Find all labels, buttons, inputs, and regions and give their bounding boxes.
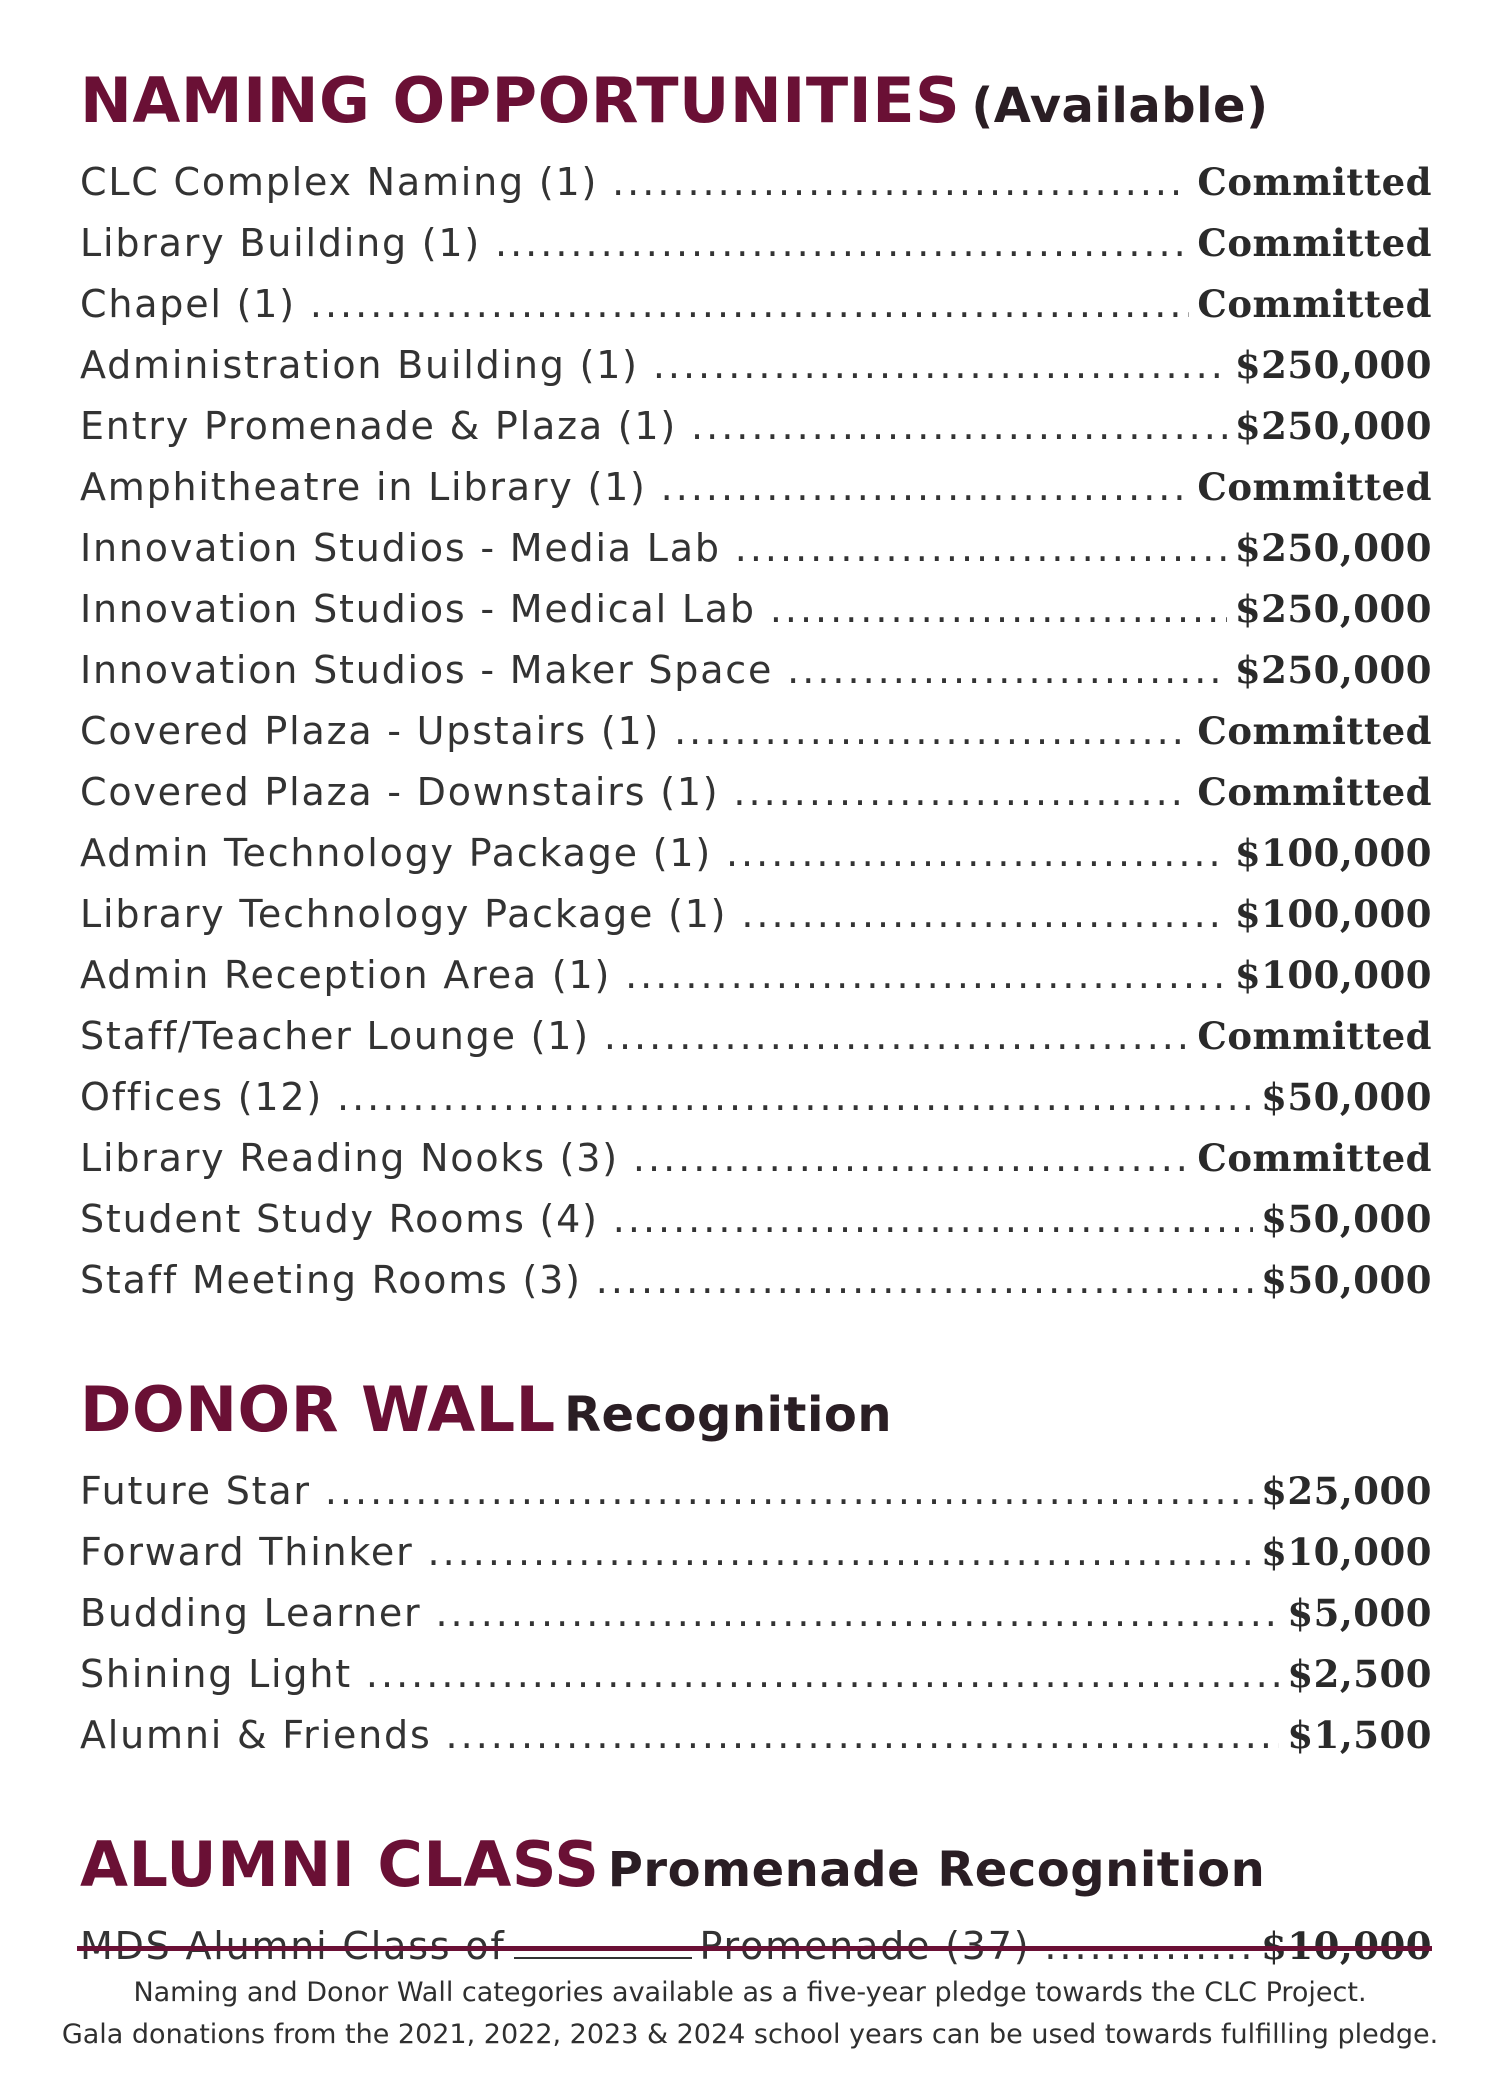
naming-item-value: $250,000 bbox=[1234, 404, 1432, 448]
alumni-class-heading bbox=[80, 1828, 1432, 1901]
donor-level-row bbox=[80, 1705, 1432, 1766]
naming-item-value: Committed bbox=[1197, 160, 1432, 204]
donor-level-row bbox=[80, 1522, 1432, 1583]
donor-level-value: $25,000 bbox=[1261, 1469, 1432, 1513]
naming-item-label: Chapel (1) bbox=[80, 282, 296, 326]
footer-note bbox=[40, 1972, 1460, 2056]
footer-line-1: Naming and Donor Wall categories available as a five-year pledge towards the CLC Project. bbox=[133, 1977, 1367, 2008]
naming-item-row bbox=[80, 396, 1432, 457]
donor-wall-list bbox=[80, 1461, 1432, 1766]
donor-level-value: $10,000 bbox=[1261, 1530, 1432, 1574]
naming-item-value: Committed bbox=[1197, 465, 1432, 509]
donor-level-label: Shining Light bbox=[80, 1652, 352, 1696]
donor-level-label: Alumni & Friends bbox=[80, 1713, 432, 1757]
naming-item-row bbox=[80, 457, 1432, 518]
dot-leader bbox=[613, 1189, 1253, 1250]
naming-item-row bbox=[80, 823, 1432, 884]
dot-leader bbox=[366, 1644, 1279, 1705]
naming-item-value: Committed bbox=[1197, 770, 1432, 814]
alumni-class-label-prefix: MDS Alumni Class of bbox=[80, 1924, 506, 1968]
dot-leader bbox=[428, 1522, 1254, 1583]
naming-item-row bbox=[80, 1250, 1432, 1311]
naming-item-value: $100,000 bbox=[1234, 831, 1432, 875]
naming-item-label: Amphitheatre in Library (1) bbox=[80, 465, 647, 509]
dot-leader bbox=[612, 152, 1189, 213]
naming-item-label: Innovation Studios - Medical Lab bbox=[80, 587, 756, 631]
donor-wall-heading bbox=[80, 1373, 1432, 1446]
naming-opportunities-list bbox=[80, 152, 1432, 1311]
donor-level-value: $2,500 bbox=[1287, 1652, 1432, 1696]
naming-item-row bbox=[80, 640, 1432, 701]
naming-item-row bbox=[80, 1128, 1432, 1189]
naming-item-label: Entry Promenade & Plaza (1) bbox=[80, 404, 678, 448]
naming-item-value: Committed bbox=[1197, 282, 1432, 326]
dot-leader bbox=[435, 1583, 1279, 1644]
naming-item-row bbox=[80, 701, 1432, 762]
donor-level-row bbox=[80, 1583, 1432, 1644]
dot-leader bbox=[633, 1128, 1190, 1189]
naming-item-label: Admin Technology Package (1) bbox=[80, 831, 712, 875]
donor-level-label: Forward Thinker bbox=[80, 1530, 414, 1574]
naming-item-row bbox=[80, 152, 1432, 213]
naming-item-label: Covered Plaza - Downstairs (1) bbox=[80, 770, 720, 814]
naming-item-label: Innovation Studios - Maker Space bbox=[80, 648, 774, 692]
naming-opportunities-heading bbox=[80, 64, 1432, 137]
naming-item-value: $100,000 bbox=[1234, 953, 1432, 997]
dot-leader bbox=[604, 1006, 1190, 1067]
naming-item-label: Staff/Teacher Lounge (1) bbox=[80, 1014, 590, 1058]
donor-level-label: Budding Learner bbox=[80, 1591, 422, 1635]
dot-leader bbox=[726, 823, 1227, 884]
dot-leader bbox=[674, 701, 1189, 762]
donor-level-row bbox=[80, 1644, 1432, 1705]
dot-leader bbox=[310, 274, 1190, 335]
naming-item-value: Committed bbox=[1197, 221, 1432, 265]
dot-leader bbox=[787, 640, 1227, 701]
naming-item-row bbox=[80, 1067, 1432, 1128]
naming-item-value: $50,000 bbox=[1261, 1258, 1432, 1302]
naming-item-value: Committed bbox=[1197, 1014, 1432, 1058]
class-year-blank-line bbox=[514, 1921, 692, 1959]
naming-item-label: Administration Building (1) bbox=[80, 343, 639, 387]
naming-item-label: Admin Reception Area (1) bbox=[80, 953, 612, 997]
donor-level-row bbox=[80, 1461, 1432, 1522]
naming-item-row bbox=[80, 945, 1432, 1006]
dot-leader bbox=[661, 457, 1190, 518]
naming-item-label: CLC Complex Naming (1) bbox=[80, 160, 599, 204]
alumni-class-title-main: ALUMNI CLASS bbox=[80, 1828, 600, 1901]
naming-item-label: Library Building (1) bbox=[80, 221, 482, 265]
naming-item-row bbox=[80, 579, 1432, 640]
naming-item-label: Library Reading Nooks (3) bbox=[80, 1136, 619, 1180]
naming-item-value: Committed bbox=[1197, 709, 1432, 753]
dot-leader bbox=[446, 1705, 1280, 1766]
dot-leader bbox=[653, 335, 1227, 396]
dot-leader bbox=[741, 884, 1227, 945]
donor-wall-title-sub: Recognition bbox=[564, 1387, 893, 1443]
donor-level-value: $1,500 bbox=[1287, 1713, 1432, 1757]
naming-page bbox=[80, 64, 1432, 1977]
naming-item-row bbox=[80, 1189, 1432, 1250]
dot-leader bbox=[770, 579, 1227, 640]
naming-item-value: $250,000 bbox=[1234, 343, 1432, 387]
dot-leader bbox=[691, 396, 1227, 457]
naming-item-value: Committed bbox=[1197, 1136, 1432, 1180]
naming-item-value: $250,000 bbox=[1234, 648, 1432, 692]
naming-item-value: $250,000 bbox=[1234, 526, 1432, 570]
naming-item-value: $250,000 bbox=[1234, 587, 1432, 631]
alumni-class-value: $10,000 bbox=[1261, 1924, 1432, 1968]
donor-level-label: Future Star bbox=[80, 1469, 311, 1513]
dot-leader bbox=[596, 1250, 1253, 1311]
dot-leader bbox=[733, 762, 1189, 823]
alumni-class-title-sub: Promenade Recognition bbox=[607, 1842, 1266, 1898]
footer-line-2: Gala donations from the 2021, 2022, 2023 & 2024 school years can be used towards fulfilling pledge. bbox=[61, 2019, 1439, 2050]
dot-leader bbox=[337, 1067, 1253, 1128]
dot-leader bbox=[325, 1461, 1253, 1522]
donor-wall-title-main: DONOR WALL bbox=[80, 1373, 556, 1446]
naming-item-label: Innovation Studios - Media Lab bbox=[80, 526, 721, 570]
dot-leader bbox=[495, 213, 1189, 274]
naming-item-label: Library Technology Package (1) bbox=[80, 892, 728, 936]
naming-item-row bbox=[80, 213, 1432, 274]
naming-item-value: $50,000 bbox=[1261, 1075, 1432, 1119]
naming-item-label: Staff Meeting Rooms (3) bbox=[80, 1258, 582, 1302]
naming-title-main: NAMING OPPORTUNITIES bbox=[80, 64, 961, 137]
donor-level-value: $5,000 bbox=[1287, 1591, 1432, 1635]
naming-item-value: $100,000 bbox=[1234, 892, 1432, 936]
dot-leader bbox=[625, 945, 1227, 1006]
naming-title-sub: (Available) bbox=[971, 78, 1269, 134]
naming-item-row bbox=[80, 884, 1432, 945]
naming-item-label: Student Study Rooms (4) bbox=[80, 1197, 599, 1241]
footer-divider bbox=[77, 1946, 1432, 1951]
naming-item-row bbox=[80, 518, 1432, 579]
naming-item-label: Offices (12) bbox=[80, 1075, 323, 1119]
dot-leader bbox=[735, 518, 1227, 579]
naming-item-row bbox=[80, 274, 1432, 335]
naming-item-row bbox=[80, 762, 1432, 823]
naming-item-value: $50,000 bbox=[1261, 1197, 1432, 1241]
naming-item-label: Covered Plaza - Upstairs (1) bbox=[80, 709, 661, 753]
alumni-class-label-suffix: Promenade (37) bbox=[699, 1924, 1031, 1968]
naming-item-row bbox=[80, 1006, 1432, 1067]
naming-item-row bbox=[80, 335, 1432, 396]
